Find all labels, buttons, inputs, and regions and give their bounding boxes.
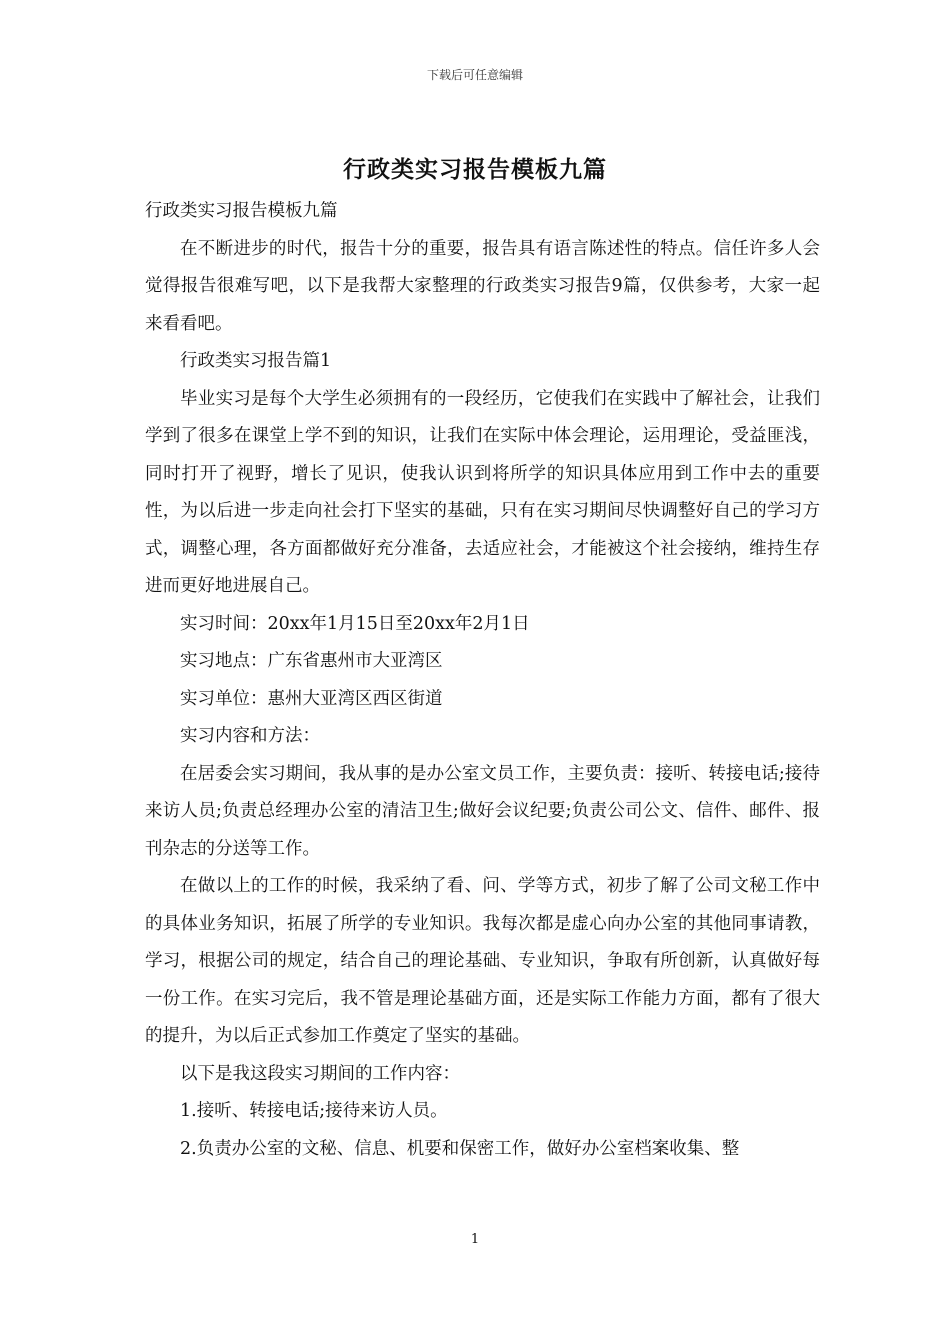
document-body xyxy=(145,193,820,1168)
section-heading: 行政类实习报告篇1 xyxy=(180,351,332,371)
internship-time: 实习时间：20xx年1月15日至20xx年2月1日 xyxy=(180,613,530,634)
internship-location: 实习地点：广东省惠州市大亚湾区 xyxy=(180,651,443,671)
body-paragraph: 在居委会实习期间，我从事的是办公室文员工作，主要负责：接听、转接电话;接待来访人员;负责总经理办公室的清洁卫生;做好会议纪要;负责公司公文、信件、邮件、报刊杂志的分送等工作。 xyxy=(145,763,820,859)
internship-unit: 实习单位：惠州大亚湾区西区街道 xyxy=(180,688,443,709)
page-header-note: 下载后可任意编辑 xyxy=(426,68,523,82)
internship-content-heading: 实习内容和方法： xyxy=(180,726,320,746)
list-item: 2.负责办公室的文秘、信息、机要和保密工作，做好办公室档案收集、整 xyxy=(180,1138,740,1159)
list-item: 1.接听、转接电话;接待来访人员。 xyxy=(180,1101,448,1121)
subtitle-paragraph: 行政类实习报告模板九篇 xyxy=(145,201,338,221)
body-paragraph: 毕业实习是每个大学生必须拥有的一段经历，它使我们在实践中了解社会，让我们学到了很多在课堂上学不到的知识，让我们在实际中体会理论，运用理论，受益匪浅，同时打开了视野，增长了见识，使我认识到将所学的知识具体应用到工作中去的重要性，为以后进一步走向社会打下坚实的基础，只有在实习期间尽快调整好自己的学习方式，调整心理，各方面都做好充分准备，去适应社会，才能被这个社会接纳，维持生存进而更好地进展自己。 xyxy=(145,388,820,596)
body-paragraph: 在做以上的工作的时候，我采纳了看、问、学等方式，初步了解了公司文秘工作中的具体业务知识，拓展了所学的专业知识。我每次都是虚心向办公室的其他同事请教，学习，根据公司的规定，结合自己的理论基础、专业知识，争取有所创新，认真做好每一份工作。在实习完后，我不管是理论基础方面，还是实际工作能力方面，都有了很大的提升，为以后正式参加工作奠定了坚实的基础。 xyxy=(145,876,820,1046)
page-number: 1 xyxy=(470,1232,480,1247)
document-title: 行政类实习报告模板九篇 xyxy=(343,156,607,183)
intro-paragraph: 在不断进步的时代，报告十分的重要，报告具有语言陈述性的特点。信任许多人会觉得报告很难写吧，以下是我帮大家整理的行政类实习报告9篇，仅供参考，大家一起来看看吧。 xyxy=(145,238,820,334)
work-content-heading: 以下是我这段实习期间的工作内容： xyxy=(180,1063,460,1084)
